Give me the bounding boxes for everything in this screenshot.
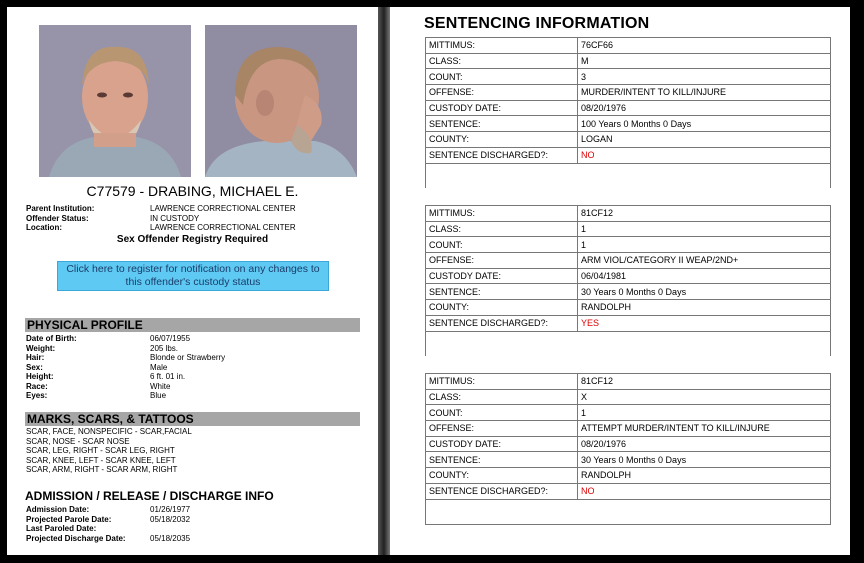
- discharged-label: SENTENCE DISCHARGED?:: [426, 147, 578, 163]
- table-row: [426, 53, 831, 69]
- table-row: [426, 389, 831, 405]
- sentencing-heading: SENTENCING INFORMATION: [424, 15, 650, 32]
- height-value: 6 ft. 01 in.: [150, 372, 186, 381]
- table-row: [426, 85, 831, 101]
- sentencing-table-3: [425, 373, 831, 525]
- admission-date-value: 01/26/1977: [150, 505, 191, 514]
- custody-date-label: CUSTODY DATE:: [426, 436, 578, 452]
- custody-date-label: CUSTODY DATE:: [426, 100, 578, 116]
- count-value: 1: [578, 237, 831, 253]
- county-label: COUNTY:: [426, 468, 578, 484]
- sentence-value: 30 Years 0 Months 0 Days: [578, 284, 831, 300]
- hair-label: Hair:: [26, 353, 45, 362]
- admission-date-label: Admission Date:: [26, 505, 90, 514]
- offense-label: OFFENSE:: [426, 421, 578, 437]
- weight-label: Weight:: [26, 343, 56, 353]
- admission-heading: ADMISSION / RELEASE / DISCHARGE INFO: [25, 489, 274, 503]
- mark-item: SCAR, KNEE, LEFT - SCAR KNEE, LEFT: [26, 455, 176, 465]
- count-label: COUNT:: [426, 69, 578, 85]
- marks-list: [26, 427, 192, 475]
- class-label: CLASS:: [426, 53, 578, 69]
- table-row: [426, 206, 831, 222]
- parent-institution-value: LAWRENCE CORRECTIONAL CENTER: [150, 204, 296, 213]
- mittimus-label: MITTIMUS:: [426, 374, 578, 390]
- sex-value: Male: [150, 362, 168, 372]
- mark-item: SCAR, ARM, RIGHT - SCAR ARM, RIGHT: [26, 465, 178, 475]
- offense-value: ARM VIOL/CATEGORY II WEAP/2ND+: [578, 253, 831, 269]
- last-paroled-label: Last Paroled Date:: [26, 524, 97, 533]
- table-row: [426, 38, 831, 54]
- sentencing-table-1: [425, 37, 831, 188]
- dob-label: Date of Birth:: [26, 334, 77, 343]
- offender-name-heading: C77579 - DRABING, MICHAEL E.: [86, 183, 299, 199]
- table-row: [426, 268, 831, 284]
- discharged-label: SENTENCE DISCHARGED?:: [426, 483, 578, 499]
- custody-date-label: CUSTODY DATE:: [426, 268, 578, 284]
- spacer-row: [426, 331, 831, 356]
- table-row: [426, 315, 831, 331]
- mittimus-label: MITTIMUS:: [426, 38, 578, 54]
- right-page: [390, 7, 850, 555]
- height-label: Height:: [26, 372, 54, 381]
- class-value: M: [578, 53, 831, 69]
- table-row: [426, 284, 831, 300]
- county-value: RANDOLPH: [578, 468, 831, 484]
- left-page: [7, 7, 378, 555]
- county-value: RANDOLPH: [578, 300, 831, 316]
- hair-value: Blonde or Strawberry: [150, 353, 226, 362]
- physical-profile-list: [26, 334, 346, 404]
- count-value: 3: [578, 69, 831, 85]
- mittimus-value: 81CF12: [578, 206, 831, 222]
- count-value: 1: [578, 405, 831, 421]
- mugshot-front-photo: [39, 25, 191, 177]
- table-row: [426, 253, 831, 269]
- admission-list: [26, 505, 346, 545]
- marks-heading: MARKS, SCARS, & TATTOOS: [25, 412, 360, 426]
- mark-item: SCAR, LEG, RIGHT - SCAR LEG, RIGHT: [26, 446, 175, 456]
- table-row: [426, 452, 831, 468]
- mittimus-value: 76CF66: [578, 38, 831, 54]
- table-row: [426, 468, 831, 484]
- table-row: [426, 69, 831, 85]
- table-row: [426, 483, 831, 499]
- dob-value: 06/07/1955: [150, 334, 191, 343]
- table-row: [426, 374, 831, 390]
- mugshot-profile-image: [205, 25, 357, 177]
- table-row: [426, 132, 831, 148]
- mugshot-front-image: [39, 25, 191, 177]
- custody-date-value: 08/20/1976: [578, 100, 831, 116]
- eyes-label: Eyes:: [26, 391, 48, 400]
- spacer-row: [426, 163, 831, 188]
- sex-offender-notice: Sex Offender Registry Required: [116, 234, 269, 245]
- table-row: [426, 421, 831, 437]
- table-row: [426, 100, 831, 116]
- offense-label: OFFENSE:: [426, 85, 578, 101]
- offense-value: ATTEMPT MURDER/INTENT TO KILL/INJURE: [578, 421, 831, 437]
- discharged-value: NO: [578, 147, 831, 163]
- sentence-value: 100 Years 0 Months 0 Days: [578, 116, 831, 132]
- sentence-label: SENTENCE:: [426, 284, 578, 300]
- mugshot-profile-photo: [205, 25, 357, 177]
- parole-date-label: Projected Parole Date:: [26, 514, 112, 524]
- count-label: COUNT:: [426, 405, 578, 421]
- sex-label: Sex:: [26, 362, 43, 372]
- count-label: COUNT:: [426, 237, 578, 253]
- discharged-value: YES: [578, 315, 831, 331]
- class-value: 1: [578, 221, 831, 237]
- table-row: [426, 237, 831, 253]
- offense-value: MURDER/INTENT TO KILL/INJURE: [578, 85, 831, 101]
- class-value: X: [578, 389, 831, 405]
- sentence-label: SENTENCE:: [426, 116, 578, 132]
- discharge-date-label: Projected Discharge Date:: [26, 533, 126, 543]
- table-row: [426, 436, 831, 452]
- offense-label: OFFENSE:: [426, 253, 578, 269]
- sentence-label: SENTENCE:: [426, 452, 578, 468]
- class-label: CLASS:: [426, 221, 578, 237]
- table-row: [426, 221, 831, 237]
- parole-date-value: 05/18/2032: [150, 514, 191, 524]
- weight-value: 205 lbs.: [150, 343, 179, 353]
- custody-date-value: 06/04/1981: [578, 268, 831, 284]
- race-label: Race:: [26, 381, 48, 391]
- parent-institution-label: Parent Institution:: [26, 204, 95, 213]
- sentencing-table-2: [425, 205, 831, 356]
- book-spine: [378, 7, 390, 555]
- county-label: COUNTY:: [426, 132, 578, 148]
- eyes-value: Blue: [150, 391, 167, 400]
- location-label: Location:: [26, 223, 62, 232]
- offender-status-value: IN CUSTODY: [150, 213, 200, 223]
- register-notification-button[interactable]: [57, 261, 329, 291]
- table-row: [426, 300, 831, 316]
- race-value: White: [150, 381, 171, 391]
- discharged-label: SENTENCE DISCHARGED?:: [426, 315, 578, 331]
- register-notification-label: Click here to register for notification on any changes to this offender's custody status: [66, 263, 320, 288]
- offender-info: [26, 204, 346, 234]
- county-label: COUNTY:: [426, 300, 578, 316]
- mark-item: SCAR, NOSE - SCAR NOSE: [26, 436, 130, 446]
- mittimus-label: MITTIMUS:: [426, 206, 578, 222]
- mittimus-value: 81CF12: [578, 374, 831, 390]
- class-label: CLASS:: [426, 389, 578, 405]
- physical-profile-heading: PHYSICAL PROFILE: [25, 318, 360, 332]
- sentence-value: 30 Years 0 Months 0 Days: [578, 452, 831, 468]
- table-row: [426, 116, 831, 132]
- table-row: [426, 405, 831, 421]
- discharged-value: NO: [578, 483, 831, 499]
- table-row: [426, 147, 831, 163]
- county-value: LOGAN: [578, 132, 831, 148]
- spacer-row: [426, 499, 831, 524]
- discharge-date-value: 05/18/2035: [150, 533, 191, 543]
- mark-item: SCAR, FACE, NONSPECIFIC - SCAR,FACIAL: [26, 427, 192, 436]
- location-value: LAWRENCE CORRECTIONAL CENTER: [150, 223, 296, 232]
- offender-status-label: Offender Status:: [26, 213, 89, 223]
- custody-date-value: 08/20/1976: [578, 436, 831, 452]
